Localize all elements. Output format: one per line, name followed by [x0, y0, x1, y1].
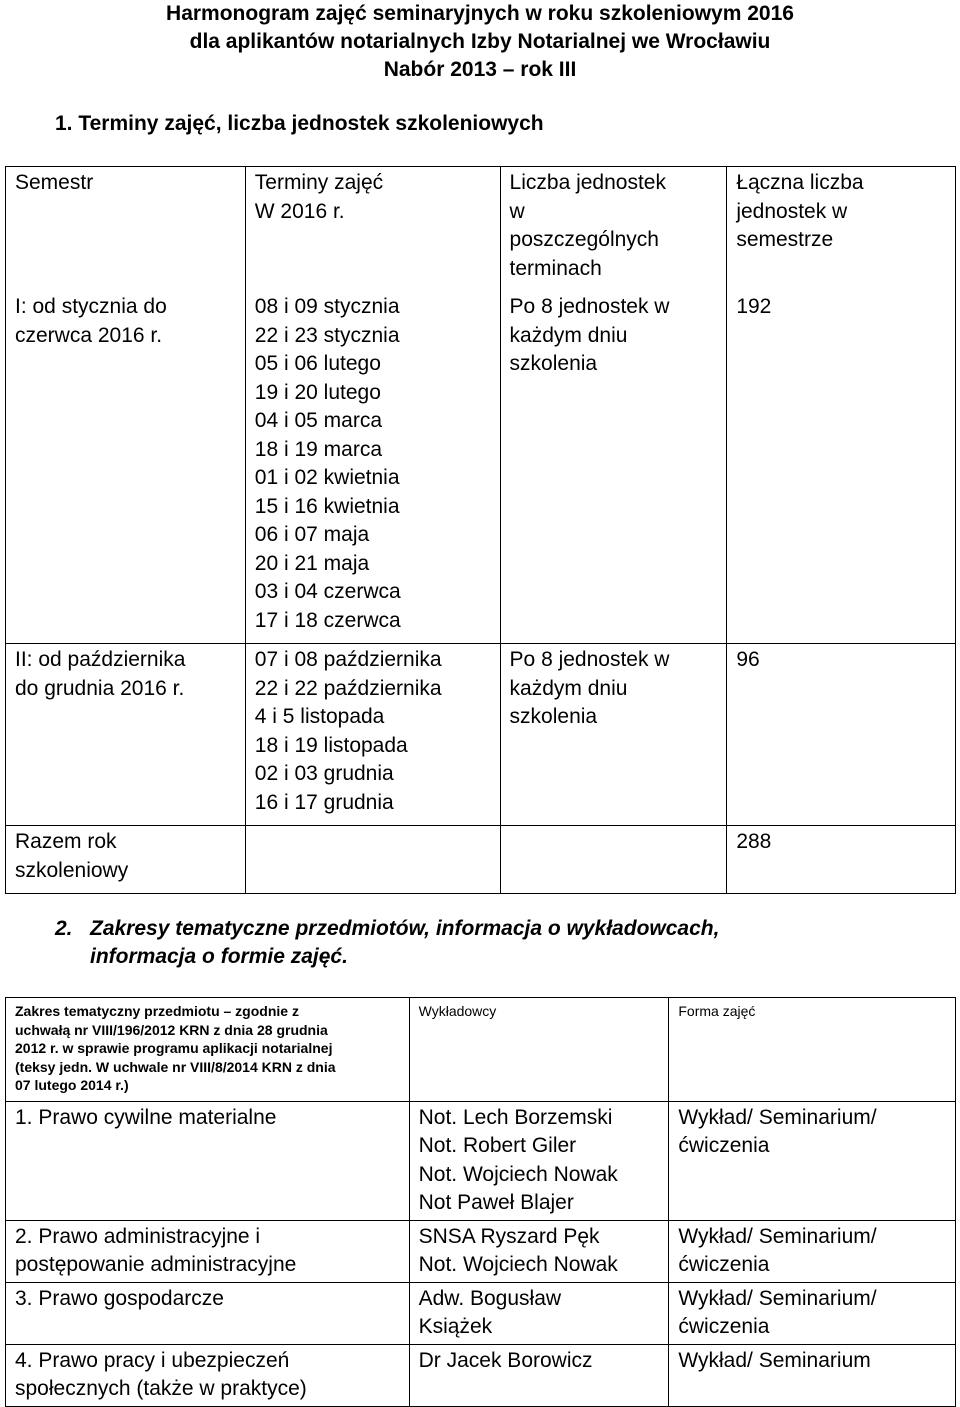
subject-line: 4. Prawo pracy i ubezpieczeń: [15, 1348, 290, 1372]
date-entry: 22 i 22 października: [254, 676, 442, 700]
summary-label: [6, 826, 246, 894]
header-zakres-line: 07 lutego 2014 r.): [15, 1077, 129, 1093]
subject-row: [6, 1282, 956, 1344]
header-laczna-line: jednostek w: [736, 199, 848, 223]
title-line-2: dla aplikantów notarialnych Izby Notarialnej we Wrocławiu: [189, 30, 771, 53]
date-entry: 03 i 04 czerwca: [254, 580, 401, 603]
header-semestr-label: Semestr: [15, 171, 94, 194]
header-forma-label: Forma zajęć: [678, 1003, 756, 1019]
subjects-body: [6, 1101, 956, 1406]
semester-line: II: od października: [15, 648, 186, 671]
section-2-heading: [55, 915, 719, 971]
summary-empty-cell: [245, 826, 500, 894]
date-entry: 16 i 17 grudnia: [254, 790, 394, 814]
lecturer-name: Not. Lech Borzemski: [418, 1105, 613, 1129]
date-entry: 22 i 23 stycznia: [254, 323, 400, 347]
section-2-heading-line: Zakresy tematyczne przedmiotów, informacja o wykładowcach,: [90, 917, 720, 940]
header-zakres-line: Zakres tematyczny przedmiotu – zgodnie z: [15, 1003, 299, 1019]
header-liczba: [500, 167, 727, 292]
summary-total-value: 288: [736, 830, 772, 853]
units-line: Po 8 jednostek w: [509, 648, 670, 671]
header-liczba-line: Liczba jednostek: [509, 171, 666, 194]
header-liczba-line: w: [509, 199, 525, 223]
units-line: szkolenia: [509, 352, 598, 375]
form-line: ćwiczenia: [678, 1315, 770, 1338]
form-line: ćwiczenia: [678, 1253, 770, 1276]
header-laczna-line: Łączna liczba: [736, 171, 864, 194]
summary-label-line: Razem rok: [15, 830, 117, 853]
subject-cell: [6, 1101, 410, 1220]
date-entry: 05 i 06 lutego: [254, 352, 381, 375]
subject-cell: [6, 1220, 410, 1282]
subject-line: 3. Prawo gospodarcze: [15, 1286, 224, 1310]
lecturers-cell: [409, 1101, 669, 1220]
lecturers-cell: [409, 1344, 669, 1406]
date-entry: 08 i 09 stycznia: [254, 295, 400, 318]
semester-2-row: [6, 644, 956, 826]
semester-2-dates: [245, 644, 500, 826]
header-zakres-line: uchwałą nr VIII/196/2012 KRN z dnia 28 grudnia: [15, 1021, 328, 1038]
subject-line: 1. Prawo cywilne materialne: [15, 1105, 277, 1129]
subject-line: społecznych (także w praktyce): [15, 1377, 307, 1400]
header-wykladowcy: [409, 998, 669, 1102]
header-liczba-line: poszczególnych: [509, 228, 659, 251]
units-line: każdym dniu: [509, 323, 628, 347]
subject-row: [6, 1220, 956, 1282]
header-liczba-line: terminach: [509, 256, 602, 280]
form-line: ćwiczenia: [678, 1134, 770, 1157]
form-cell: [669, 1101, 956, 1220]
subjects-table: [5, 997, 956, 1407]
total-value: 192: [736, 295, 772, 318]
date-entry: 04 i 05 marca: [254, 409, 382, 432]
form-line: Wykład/ Seminarium: [678, 1348, 871, 1372]
title-line-1: Harmonogram zajęć seminaryjnych w roku szkoleniowym 2016: [166, 2, 794, 25]
subject-line: postępowanie administracyjne: [15, 1253, 297, 1276]
semester-line: do grudnia 2016 r.: [15, 676, 185, 700]
header-terminy: [245, 167, 500, 292]
lecturer-name: Adw. Bogusław: [418, 1286, 562, 1310]
summary-total: [727, 826, 956, 894]
subject-cell: [6, 1282, 410, 1344]
semester-line: I: od stycznia do: [15, 295, 167, 318]
lecturer-name: SNSA Ryszard Pęk: [418, 1224, 600, 1248]
semester-1-name: [6, 291, 246, 644]
section-2-number: 2.: [55, 917, 73, 940]
date-entry: 18 i 19 marca: [254, 437, 382, 461]
form-line: Wykład/ Seminarium/: [678, 1286, 877, 1310]
semester-2-units: [500, 644, 727, 826]
date-entry: 02 i 03 grudnia: [254, 762, 394, 785]
header-zakres-line: 2012 r. w sprawie programu aplikacji notarialnej: [15, 1040, 333, 1056]
lecturer-name: Książek: [418, 1315, 493, 1338]
form-line: Wykład/ Seminarium/: [678, 1224, 877, 1248]
header-zakres-line: (teksy jedn. W uchwale nr VIII/8/2014 KRN z dnia: [15, 1058, 336, 1075]
header-laczna-line: semestrze: [736, 228, 834, 251]
summary-label-line: szkoleniowy: [15, 858, 129, 882]
document-title: [0, 0, 960, 84]
lecturer-name: Not. Wojciech Nowak: [418, 1253, 618, 1276]
semester-line: czerwca 2016 r.: [15, 323, 163, 347]
semester-2-name: [6, 644, 246, 826]
semester-2-total: [727, 644, 956, 826]
section-1-heading: 1. Terminy zajęć, liczba jednostek szkoleniowych: [55, 112, 544, 135]
schedule-table: [5, 166, 956, 894]
summary-empty-cell: [500, 826, 727, 894]
title-line-3: Nabór 2013 – rok III: [383, 58, 577, 81]
header-forma: [669, 998, 956, 1102]
semester-1-units: [500, 291, 727, 644]
lecturer-name: Not. Wojciech Nowak: [418, 1162, 618, 1186]
subject-row: [6, 1344, 956, 1406]
form-cell: [669, 1282, 956, 1344]
summary-row: [6, 826, 956, 894]
date-entry: 18 i 19 listopada: [254, 733, 408, 757]
header-laczna: [727, 167, 956, 292]
date-entry: 06 i 07 maja: [254, 523, 370, 546]
form-cell: [669, 1220, 956, 1282]
date-entry: 20 i 21 maja: [254, 551, 370, 575]
form-cell: [669, 1344, 956, 1406]
date-entry: 19 i 20 lutego: [254, 380, 381, 404]
lecturer-name: Not. Robert Giler: [418, 1134, 577, 1157]
units-line: Po 8 jednostek w: [509, 295, 670, 318]
subject-cell: [6, 1344, 410, 1406]
form-line: Wykład/ Seminarium/: [678, 1105, 877, 1129]
date-entry: 01 i 02 kwietnia: [254, 466, 400, 489]
header-wykladowcy-label: Wykładowcy: [418, 1003, 497, 1019]
units-line: każdym dniu: [509, 676, 628, 700]
semester-1-dates: [245, 291, 500, 644]
header-terminy-line: W 2016 r.: [254, 199, 345, 223]
header-zakres: [6, 998, 410, 1102]
schedule-header-row: [6, 167, 956, 292]
date-entry: 15 i 16 kwietnia: [254, 494, 400, 518]
subject-line: 2. Prawo administracyjne i: [15, 1224, 261, 1248]
semester-1-row: [6, 291, 956, 644]
lecturer-name: Dr Jacek Borowicz: [418, 1348, 593, 1372]
total-value: 96: [736, 648, 760, 671]
date-entry: 17 i 18 czerwca: [254, 608, 401, 632]
lecturers-cell: [409, 1220, 669, 1282]
header-semestr: [6, 167, 246, 292]
semester-1-total: [727, 291, 956, 644]
date-entry: 07 i 08 października: [254, 648, 442, 671]
lecturers-cell: [409, 1282, 669, 1344]
header-terminy-line: Terminy zajęć: [254, 171, 384, 194]
subjects-header-row: [6, 998, 956, 1102]
units-line: szkolenia: [509, 705, 598, 728]
date-entry: 4 i 5 listopada: [254, 705, 385, 728]
lecturer-name: Not Paweł Blajer: [418, 1191, 574, 1214]
subject-row: [6, 1101, 956, 1220]
section-2-heading-line: informacja o formie zajęć.: [90, 945, 348, 968]
